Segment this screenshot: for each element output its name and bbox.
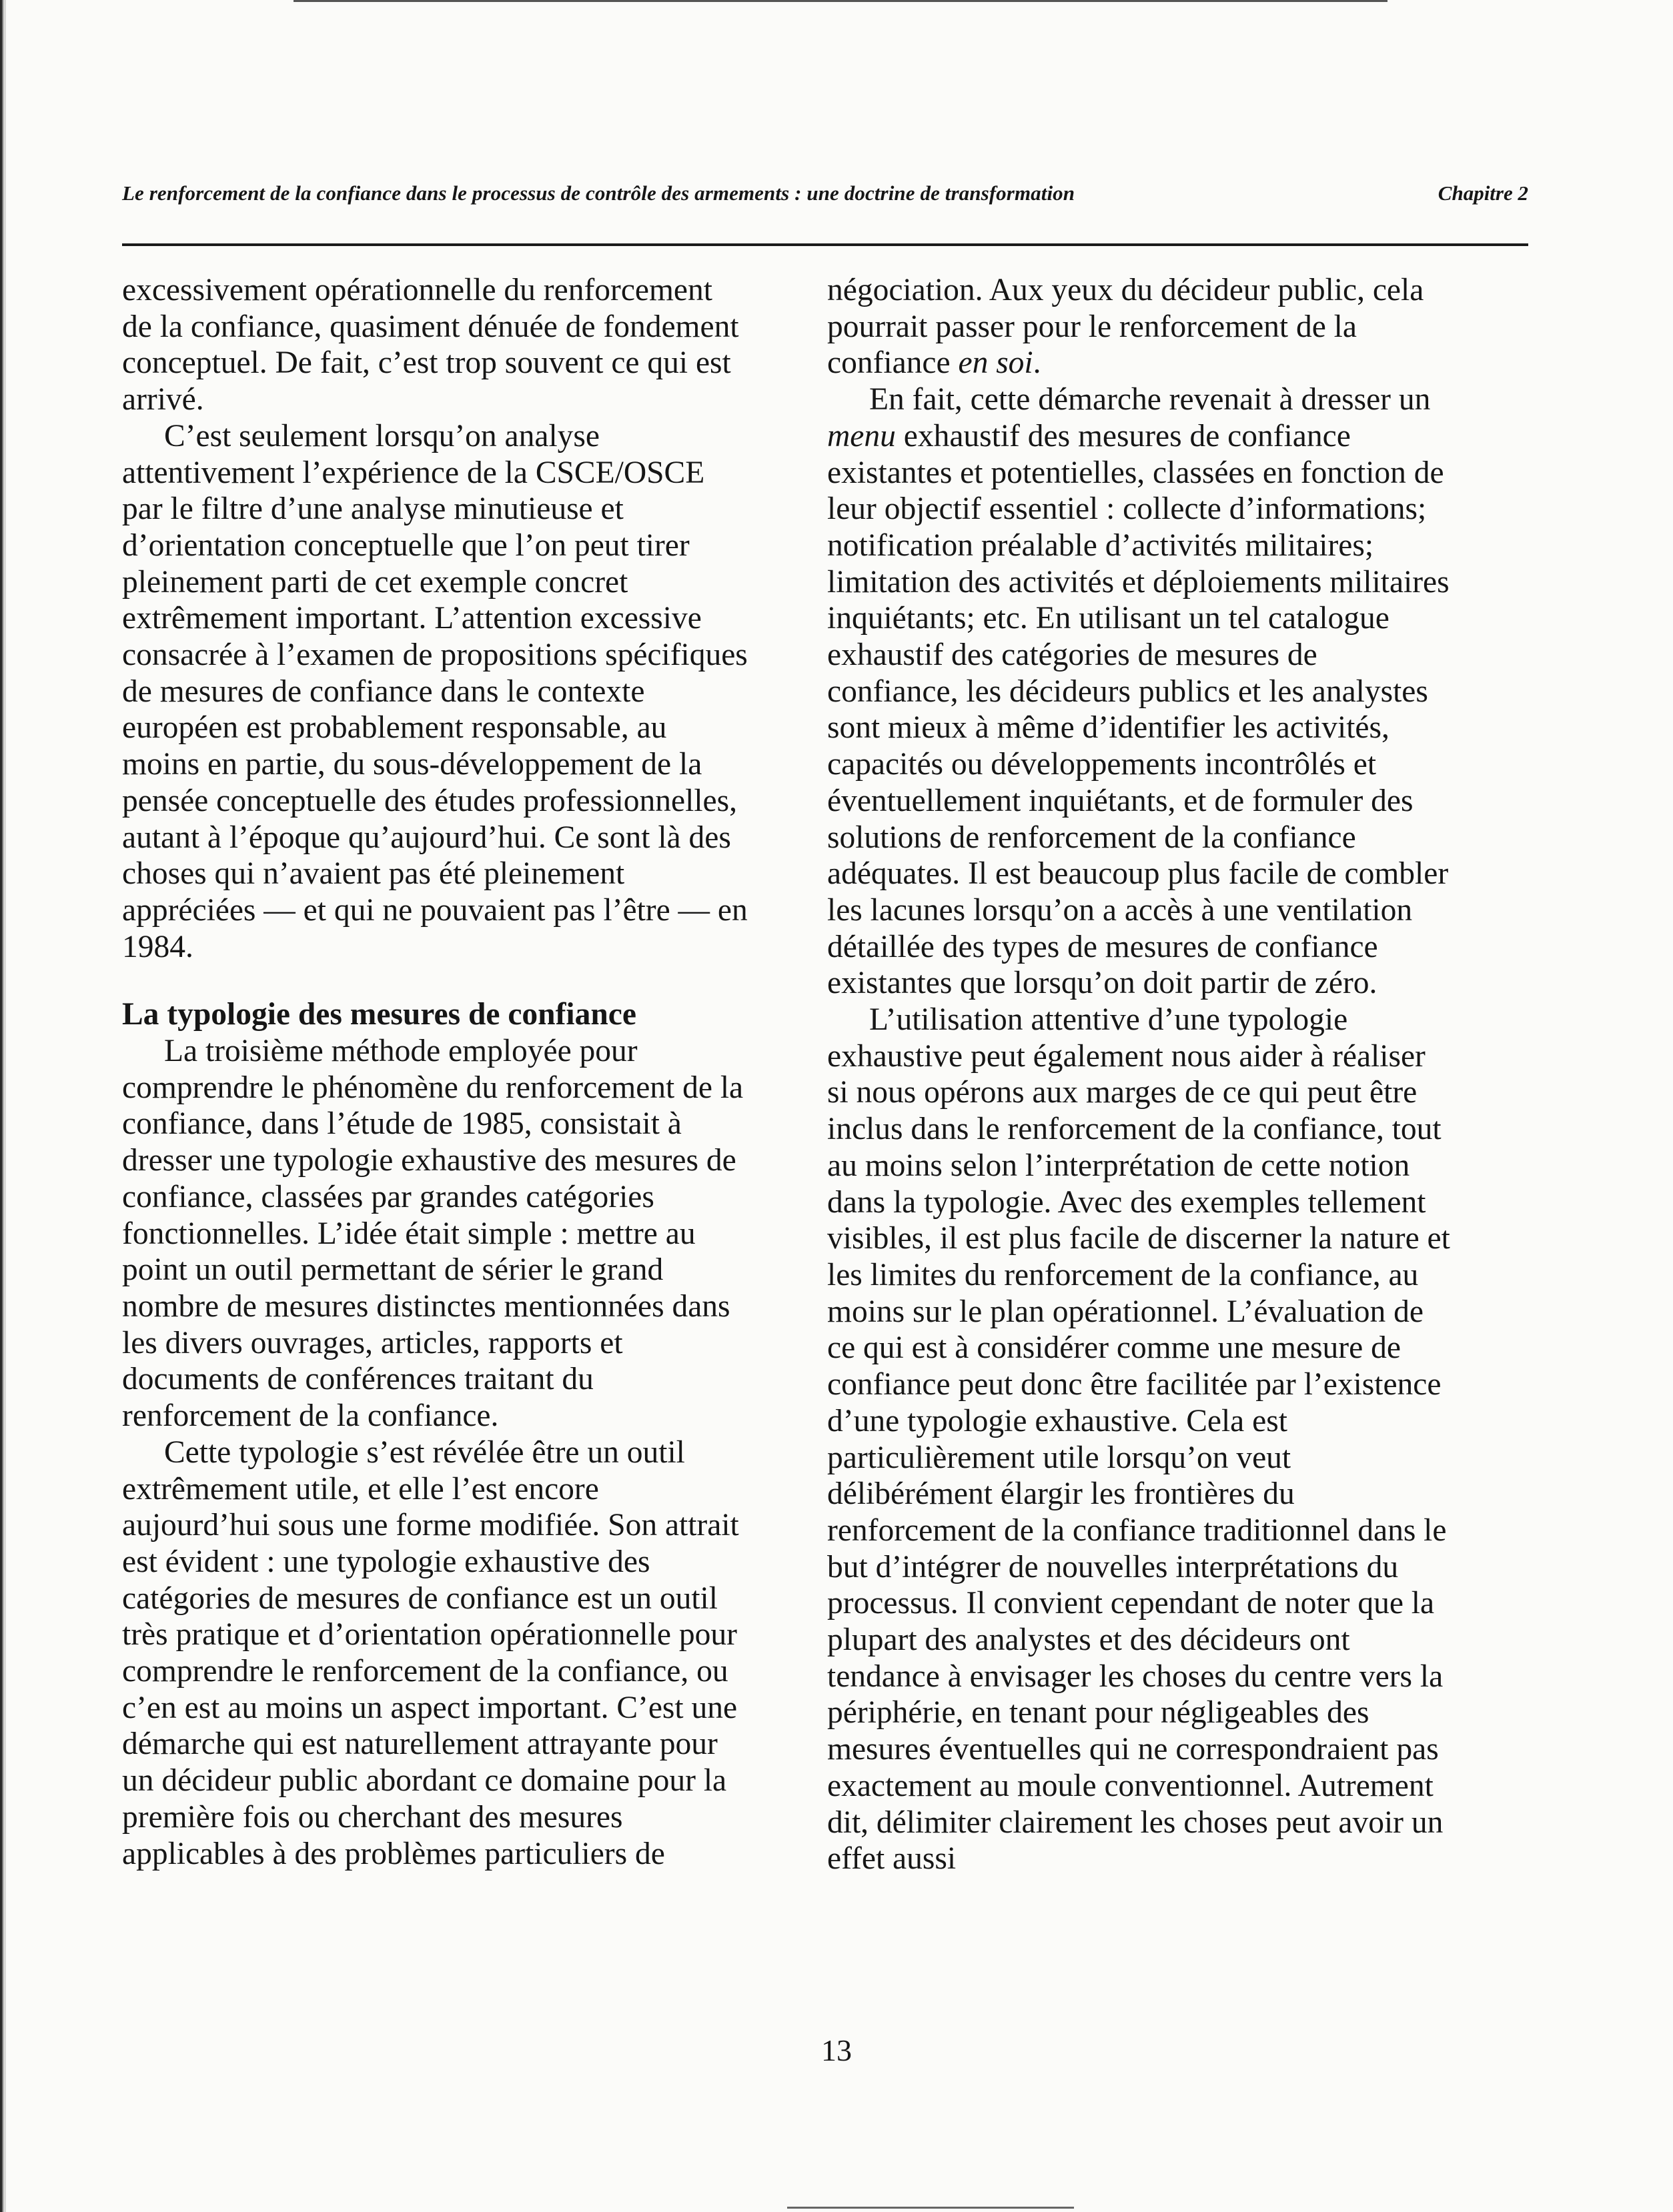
paragraph: C’est seulement lorsqu’on analyse attentivement l’expérience de la CSCE/OSCE par le filtre d’une analyse minutieuse et d’orientation conceptuelle que l’on peut tirer pleinement parti de cet exemple concret extrêmement important. L’attention excessive consacrée à l’examen de propositions spécifiques de mesures de confiance dans le contexte européen est probablement responsable, au moins en partie, du sous-développement de la pensée conceptuelle des études professionnelles, autant à l’époque qu’aujourd’hui. Ce sont là des choses qui n’avaient pas été pleinement appréciées — et qui ne pouvaient pas l’être — en 1984. [122, 418, 748, 964]
running-header-title: Le renforcement de la confiance dans le processus de contrôle des armements : une doctrine de transformation [122, 181, 1075, 205]
emphasis: en soi [958, 345, 1033, 381]
page-number: 13 [821, 2033, 852, 2067]
paragraph: excessivement opérationnelle du renforcement de la confiance, quasiment dénuée de fondement conceptuel. De fait, c’est trop souvent ce qui est arrivé. [122, 273, 739, 417]
right-column [827, 272, 1454, 1877]
text-run: . [1033, 345, 1041, 381]
scan-bottom-edge [787, 2207, 1074, 2209]
header-rule [122, 243, 1528, 246]
text-run: En fait, cette démarche revenait à dresser un [869, 382, 1431, 417]
running-header-chapter: Chapitre 2 [1438, 181, 1528, 205]
text-run: négociation. Aux yeux du décideur public, cela pourrait passer pour le renforcement de la confiance [827, 273, 1424, 381]
left-column [122, 272, 749, 1872]
paragraph [827, 272, 1454, 381]
scan-left-edge [0, 0, 8, 2212]
scan-top-edge [294, 0, 1387, 2]
section-heading: La typologie des mesures de confiance [122, 997, 636, 1032]
paragraph [827, 381, 1454, 1002]
text-run: exhaustif des mesures de confiance existantes et potentielles, classées en fonction de leur objectif essentiel : collecte d’informations; notification préalable d’activités militaires; limitation des activités et déploiements militaires inquiétants; etc. En utilisant un tel catalogue exhaustif des catégories de mesures de confiance, les décideurs publics et les analystes sont mieux à même d’identifier les activités, capacités ou développements incontrôlés et éventuellement inquiétants, et de formuler des solutions de renforcement de la confiance adéquates. Il est beaucoup plus facile de combler les lacunes lorsqu’on a accès à une ventilation détaillée des types de mesures de confiance existantes que lorsqu’on doit partir de zéro. [827, 418, 1450, 1001]
paragraph: Cette typologie s’est révélée être un outil extrêmement utile, et elle l’est encore aujourd’hui sous une forme modifiée. Son attrait est évident : une typologie exhaustive des catégories de mesures de confiance est un outil très pratique et d’orientation opérationnelle pour comprendre le renforcement de la confiance, ou c’en est au moins un aspect important. C’est une démarche qui est naturellement attrayante pour un décideur public abordant ce domaine pour la première fois ou cherchant des mesures applicables à des problèmes particuliers de [122, 1434, 739, 1871]
running-header [122, 181, 1528, 215]
emphasis: menu [827, 418, 896, 453]
paragraph: L’utilisation attentive d’une typologie exhaustive peut également nous aider à réaliser si nous opérons aux marges de ce qui peut être inclus dans le renforcement de la confiance, tout au moins selon l’interprétation de cette notion dans la typologie. Avec des exemples tellement visibles, il est plus facile de discerner la nature et les limites du renforcement de la confiance, au moins sur le plan opérationnel. L’évaluation de ce qui est à considérer comme une mesure de confiance peut donc être facilitée par l’existence d’une typologie exhaustive. Cela est particulièrement utile lorsqu’on veut délibérément élargir les frontières du renforcement de la confiance traditionnel dans le but d’intégrer de nouvelles interprétations du processus. Il convient cependant de noter que la plupart des analystes et des décideurs ont tendance à envisager les choses du centre vers la périphérie, en tenant pour négligeables des mesures éventuelles qui ne correspondraient pas exactement au moule conventionnel. Autrement dit, délimiter clairement les choses peut avoir un effet aussi [827, 1002, 1450, 1877]
paragraph: La troisième méthode employée pour comprendre le phénomène du renforcement de la confiance, dans l’étude de 1985, consistait à dresser une typologie exhaustive des mesures de confiance, classées par grandes catégories fonctionnelles. L’idée était simple : mettre au point un outil permettant de sérier le grand nombre de mesures distinctes mentionnées dans les divers ouvrages, articles, rapports et documents de conférences traitant du renforcement de la confiance. [122, 1034, 744, 1434]
